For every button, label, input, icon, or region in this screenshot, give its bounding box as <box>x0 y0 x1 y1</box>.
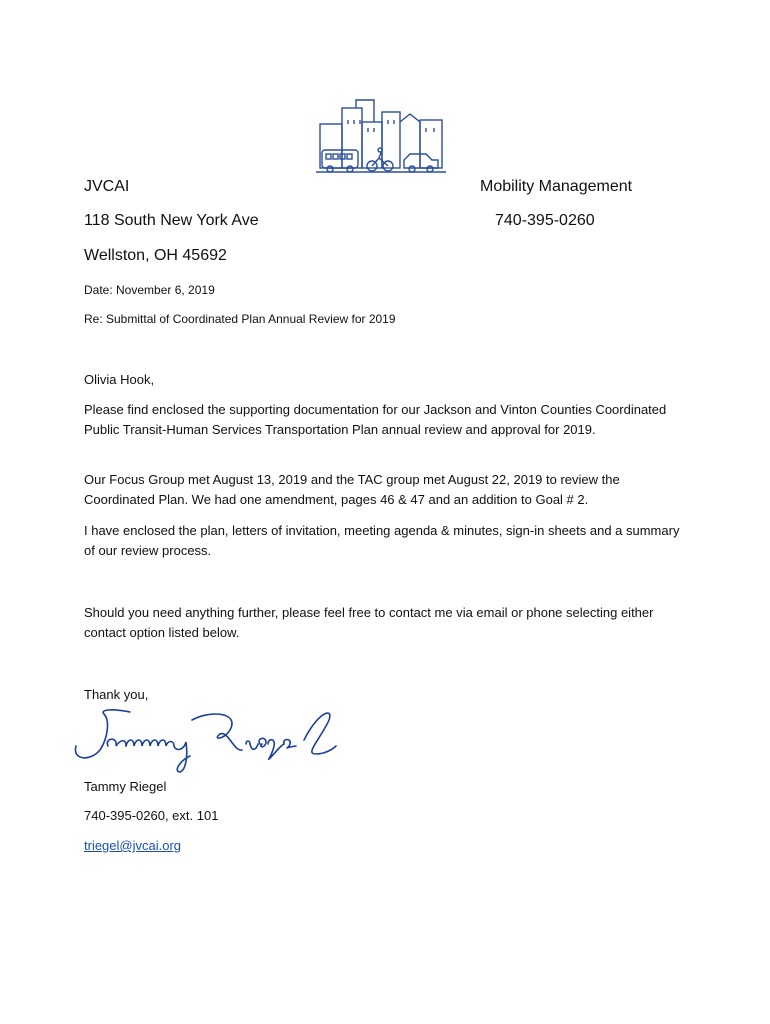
letter-paragraph: Our Focus Group met August 13, 2019 and the TAC group met August 22, 2019 to review the Coordinated Plan. We had one amendment, pages 46 & 47 and an addition to Goal # 2. <box>84 472 620 507</box>
header-phone: 740-395-0260 <box>495 212 595 229</box>
signer-phone: 740-395-0260, ext. 101 <box>84 808 219 823</box>
address-line-1: 118 South New York Ave <box>84 212 259 229</box>
letter-paragraph: I have enclosed the plan, letters of invitation, meeting agenda & minutes, sign-in sheets and a summary of our review process. <box>84 523 680 558</box>
letter-closing: Thank you, <box>84 687 149 702</box>
letter-subject: Re: Submittal of Coordinated Plan Annual Review for 2019 <box>84 312 396 326</box>
letter-date: Date: November 6, 2019 <box>84 283 215 297</box>
organization-name: JVCAI <box>84 178 130 195</box>
signer-email-link[interactable]: triegel@jvcai.org <box>84 838 182 853</box>
city-transit-logo-icon <box>312 98 450 178</box>
signer-name: Tammy Riegel <box>84 779 167 794</box>
letter-paragraph: Please find enclosed the supporting documentation for our Jackson and Vinton Counties Coordinated Public Transit-Human Services Transportation Plan annual review and approval for 2019. <box>84 402 667 437</box>
letter-salutation: Olivia Hook, <box>84 372 155 387</box>
handwritten-signature-icon <box>70 700 340 778</box>
address-line-2: Wellston, OH 45692 <box>84 247 227 264</box>
letter-paragraph: Should you need anything further, please feel free to contact me via email or phone selecting either contact option listed below. <box>84 605 654 640</box>
department-name: Mobility Management <box>480 178 633 195</box>
